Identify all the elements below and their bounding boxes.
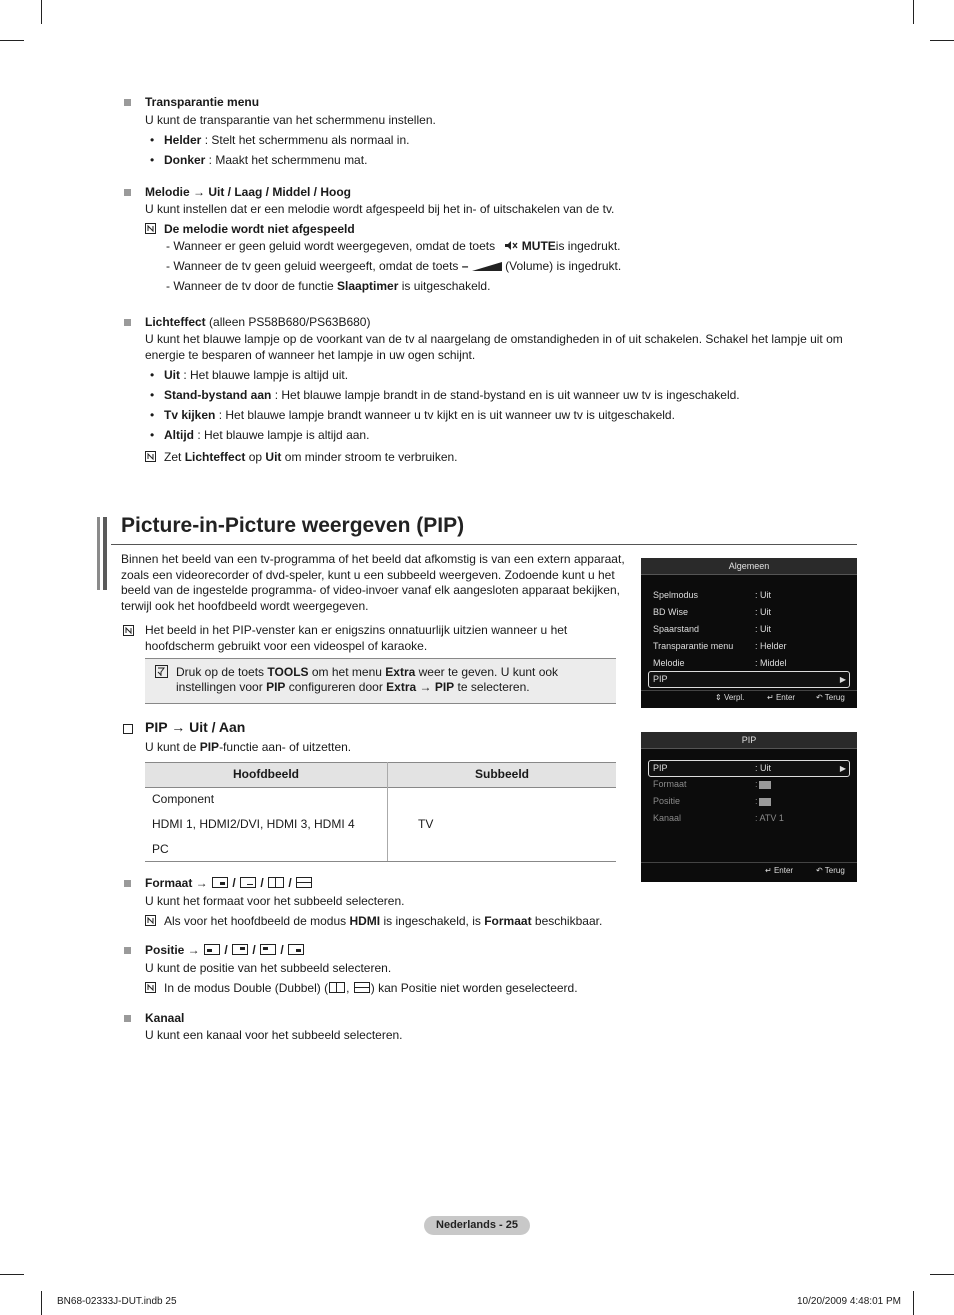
return-icon: ↶ — [816, 866, 823, 875]
note-icon — [145, 915, 156, 926]
section-desc: U kunt het formaat voor het subbeeld selecteren. — [145, 894, 405, 908]
section-bullet-icon — [124, 880, 131, 887]
updown-icon: ⇕ — [715, 693, 722, 702]
menu-row-disabled: Positie : — [653, 795, 849, 808]
menu-row-selected[interactable] — [648, 671, 850, 688]
note-text: Als voor het hoofdbeeld de modus HDMI is ingeschakeld, is Formaat beschikbaar. — [164, 914, 603, 928]
list-item: Donker : Maakt het schermmenu mat. — [164, 153, 368, 167]
menu-footer-back: ↶ Terug — [816, 866, 845, 875]
tv-menu-general — [641, 558, 857, 708]
section-title-position: Positie → / / / — [145, 943, 305, 958]
list-item: Stand-bystand aan : Het blauwe lampje brandt in de stand-bystand en is uit wanneer uw tv is ingeschakeld. — [164, 388, 740, 402]
bullet-icon: • — [150, 428, 155, 442]
crop-mark — [0, 1274, 24, 1275]
menu-row-disabled: Kanaal : ATV 1 — [653, 813, 784, 823]
menu-row-value: : Uit — [755, 763, 772, 773]
section-title-light: Lichteffect (alleen PS58B680/PS63B680) — [145, 315, 371, 329]
note-icon — [145, 982, 156, 993]
pos-bottom-left-icon — [204, 944, 220, 955]
crop-mark — [930, 1274, 954, 1275]
volume-icon — [472, 262, 502, 271]
heading-rule — [111, 544, 857, 545]
section-bullet-icon — [124, 947, 131, 954]
pip-double-icon — [329, 982, 345, 993]
section-title-channel: Kanaal — [145, 1011, 185, 1025]
pip-format-icon — [759, 781, 771, 789]
note-text: In de modus Double (Dubbel) ( , ) kan Positie niet worden geselecteerd. — [164, 981, 578, 995]
pip-double-wide-icon — [354, 982, 370, 993]
tools-line: Druk op de toets TOOLS om het menu Extra weer te geven. U kunt ook — [176, 665, 559, 679]
pip-position-icon — [759, 798, 771, 806]
crop-mark — [41, 0, 42, 24]
mute-icon — [504, 240, 518, 251]
print-date-info: 10/20/2009 4:48:01 PM — [797, 1296, 901, 1307]
arrow-right-icon: ▶ — [839, 764, 846, 773]
pip-double-icon — [268, 877, 284, 888]
list-item: Altijd : Het blauwe lampje is altijd aan. — [164, 428, 370, 442]
menu-divider — [641, 690, 857, 691]
menu-row[interactable]: Spaarstand : Uit — [653, 624, 772, 634]
table-header: Subbeeld — [474, 767, 529, 781]
enter-icon: ↵ — [765, 866, 772, 875]
note-icon — [145, 223, 156, 234]
note-icon — [123, 625, 134, 636]
section-bullet-icon — [124, 319, 131, 326]
menu-row-selected[interactable] — [648, 760, 850, 777]
menu-footer-back: ↶ Terug — [816, 693, 845, 702]
bullet-icon: • — [150, 408, 155, 422]
menu-row-disabled: Formaat : — [653, 778, 849, 791]
section-title-format: Formaat → / / / — [145, 876, 313, 891]
crop-mark — [913, 1291, 914, 1315]
print-file-info: BN68-02333J-DUT.indb 25 — [57, 1296, 177, 1307]
heading-bar — [103, 517, 107, 590]
checkbox-bullet-icon — [123, 724, 133, 734]
pip-double-wide-icon — [296, 877, 312, 888]
tools-icon — [155, 665, 168, 678]
crop-mark — [41, 1291, 42, 1315]
subsection-desc: U kunt de PIP-functie aan- of uitzetten. — [145, 740, 352, 754]
return-icon: ↶ — [816, 693, 823, 702]
subsection-title: PIP → Uit / Aan — [145, 719, 246, 735]
crop-mark — [0, 40, 24, 41]
bullet-icon: • — [150, 153, 155, 167]
menu-row-label: PIP — [653, 763, 668, 773]
pos-top-right-icon — [232, 944, 248, 955]
menu-title: PIP — [641, 732, 857, 749]
table-cell: PC — [152, 842, 169, 856]
note-text: Zet Lichteffect op Uit om minder stroom te verbruiken. — [164, 450, 458, 464]
bullet-icon: • — [150, 368, 155, 382]
note-title: De melodie wordt niet afgespeeld — [164, 222, 355, 236]
section-bullet-icon — [124, 189, 131, 196]
menu-title: Algemeen — [641, 558, 857, 575]
page-title: Picture-in-Picture weergeven (PIP) — [121, 514, 465, 537]
table-cell: Component — [152, 792, 215, 806]
menu-divider — [641, 862, 857, 863]
tv-menu-pip — [641, 732, 857, 882]
section-desc: U kunt de transparantie van het schermmenu instellen. — [145, 113, 436, 127]
section-title-transparency: Transparantie menu — [145, 95, 260, 109]
crop-mark — [913, 0, 914, 24]
menu-row[interactable]: Spelmodus : Uit — [653, 590, 772, 600]
table-cell: HDMI 1, HDMI2/DVI, HDMI 3, HDMI 4 — [152, 817, 355, 831]
heading-bar — [97, 517, 100, 590]
menu-footer-enter: ↵ Enter — [765, 866, 794, 875]
section-desc: U kunt het blauwe lampje op de voorkant van de tv al naargelang de omstandigheden in of uit schakelen. Schakel het lampje uit om energie te besparen of wanneer het lampje in uw ogen schijnt. — [145, 332, 843, 362]
section-desc: U kunt de positie van het subbeeld selecteren. — [145, 961, 392, 975]
menu-row[interactable]: Melodie : Middel — [653, 658, 787, 668]
bullet-icon: • — [150, 133, 155, 147]
menu-footer-move: ⇕ Verpl. — [715, 693, 745, 702]
list-item: Uit : Het blauwe lampje is altijd uit. — [164, 368, 349, 382]
bullet-icon: • — [150, 388, 155, 402]
pos-top-left-icon — [260, 944, 276, 955]
section-desc: U kunt instellen dat er een melodie wordt afgespeeld bij het in- of uitschakelen van de tv. — [145, 202, 615, 216]
pip-intro: Binnen het beeld van een tv-programma of het beeld dat afkomstig is van een extern apparaat, zoals een videorecorder of dvd-speler, kunt u een subbeeld weergeven. Zodoende kunt u het beeld van de ingestelde programma- of video-invoer vanaf elk aangesloten apparaat bekijken, terwijl ook het hoofdbeeld wordt weergegeven. — [121, 552, 625, 613]
pip-table — [145, 762, 616, 862]
crop-mark — [930, 40, 954, 41]
pip-large-icon — [240, 877, 256, 888]
note-icon — [145, 451, 156, 462]
section-desc: U kunt een kanaal voor het subbeeld selecteren. — [145, 1028, 403, 1042]
table-cell: TV — [418, 817, 434, 831]
page-number-badge: Nederlands - 25 — [424, 1216, 530, 1235]
arrow-right-icon: ▶ — [839, 675, 846, 684]
note-text: Het beeld in het PIP-venster kan er enigszins onnatuurlijk uitzien wanneer u het hoofdscherm gebruikt voor een videospel of karaoke. — [145, 623, 568, 653]
section-title-melody: Melodie → Uit / Laag / Middel / Hoog — [145, 185, 352, 199]
table-bottom-rule — [145, 861, 616, 862]
dash-item: - Wanneer er geen geluid wordt weergegeven, omdat de toets MUTEis ingedrukt. — [166, 239, 621, 253]
menu-row[interactable]: BD Wise : Uit — [653, 607, 772, 617]
pos-bottom-right-icon — [288, 944, 304, 955]
table-header: Hoofdbeeld — [233, 767, 299, 781]
tools-line: instellingen voor PIP configureren door Extra → PIP te selecteren. — [176, 680, 530, 694]
menu-footer-enter: ↵ Enter — [767, 693, 796, 702]
enter-icon: ↵ — [767, 693, 774, 702]
section-bullet-icon — [124, 99, 131, 106]
dash-item: - Wanneer de tv geen geluid weergeeft, omdat de toets – (Volume) is ingedrukt. — [166, 259, 622, 273]
list-item: Helder : Stelt het schermmenu als normaal in. — [164, 133, 410, 147]
pip-small-icon — [212, 877, 228, 888]
dash-item: - Wanneer de tv door de functie Slaaptimer is uitgeschakeld. — [166, 279, 491, 293]
menu-row-label: PIP — [653, 674, 668, 684]
section-bullet-icon — [124, 1015, 131, 1022]
list-item: Tv kijken : Het blauwe lampje brandt wanneer u tv kijkt en is uit wanneer uw tv is uitgeschakeld. — [164, 408, 675, 422]
menu-row[interactable]: Transparantie menu : Helder — [653, 641, 787, 651]
